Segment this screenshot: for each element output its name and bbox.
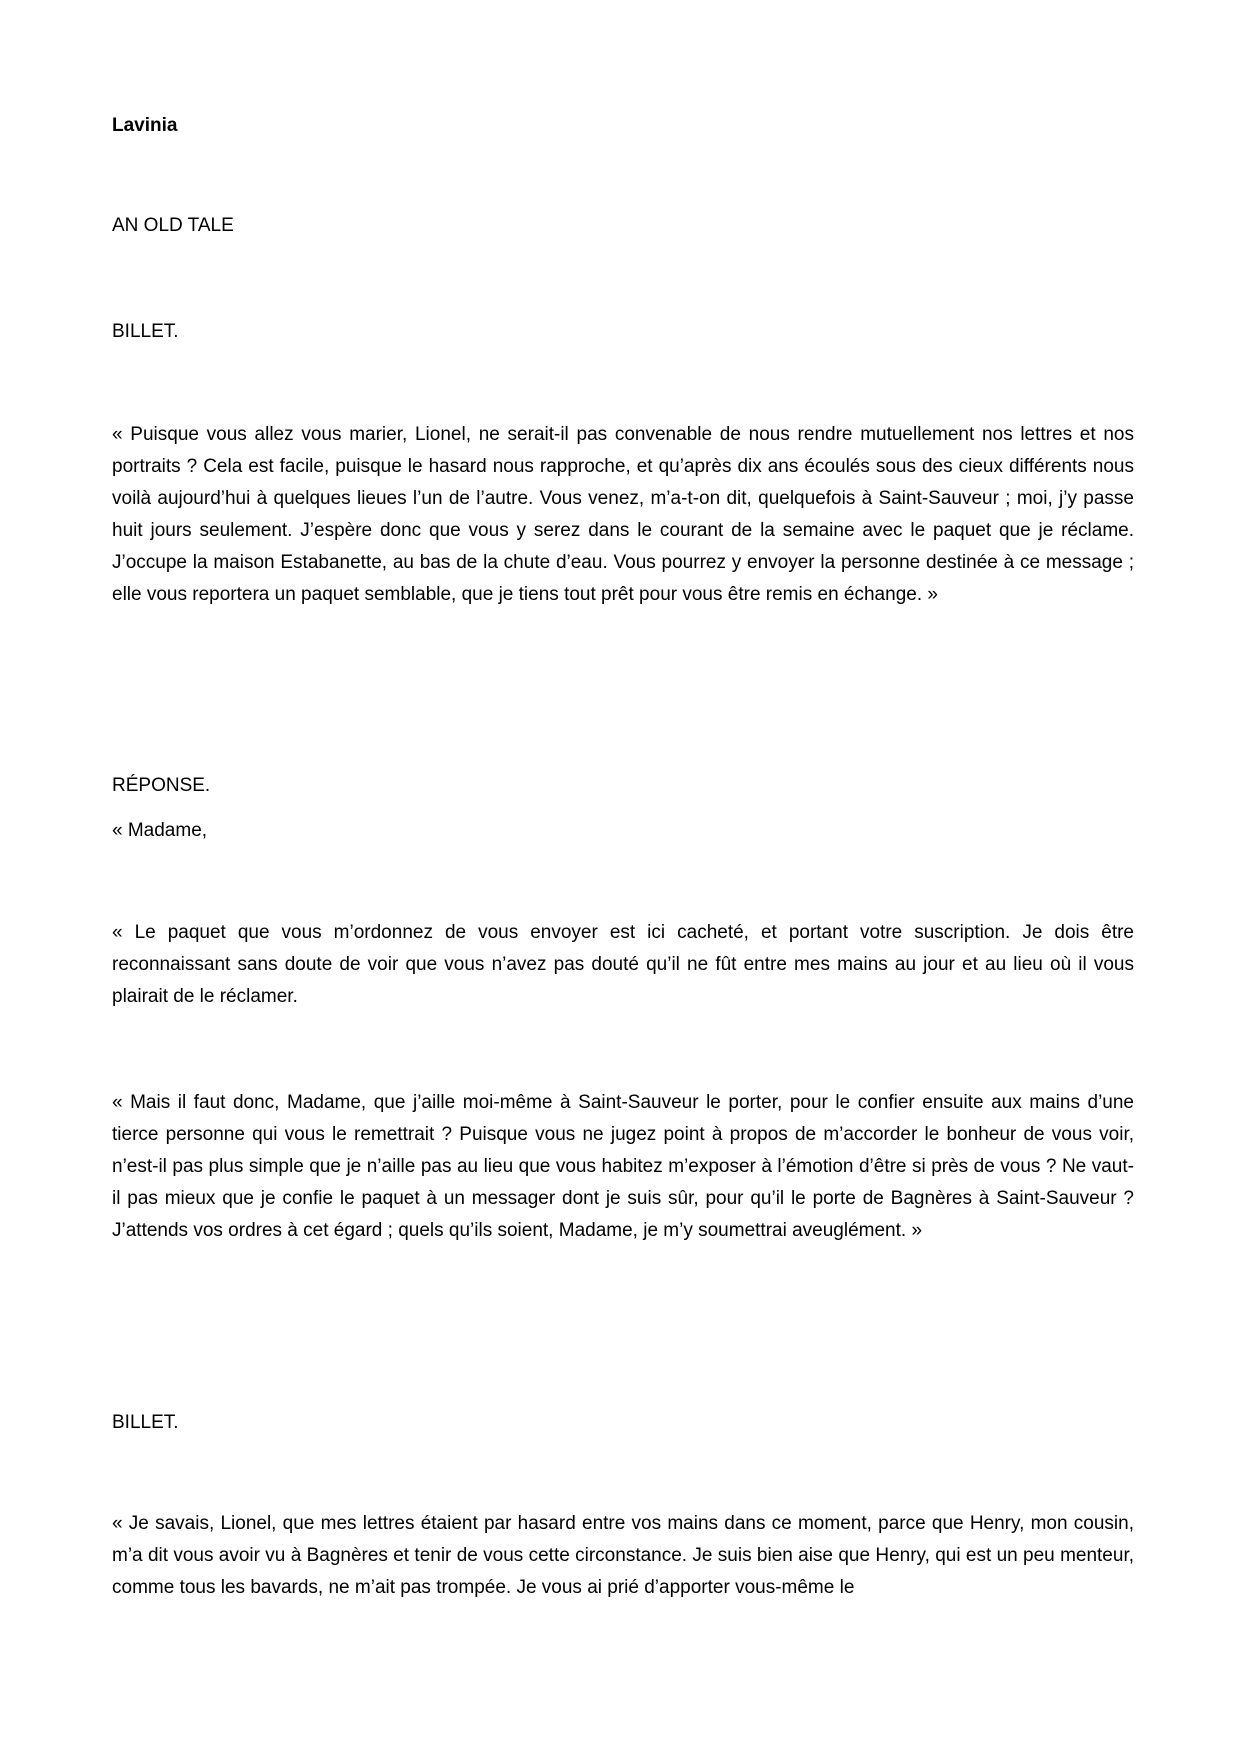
reponse-paragraph-1: « Le paquet que vous m’ordonnez de vous envoyer est ici cacheté, et portant votre suscription. Je dois être reconnaissant sans doute de voir que vous n’avez pas douté qu’il ne fût entre mes mains au jour et au lieu où il vous plairait de le réclamer. <box>112 922 1134 1007</box>
document-title: Lavinia <box>112 115 178 136</box>
reponse-paragraph-2: « Mais il faut donc, Madame, que j’aille moi-même à Saint-Sauveur le porter, pour le confier ensuite aux mains d’une tierce personne qui vous le remettrait ? Puisque vous ne jugez point à propos de m’accorder le bonheur de vous voir, n’est-il pas plus simple que je n’aille pas au lieu que vous habitez m’exposer à l’émotion d’être si près de vous ? Ne vaut-il pas mieux que je confie le paquet à un messager dont je suis sûr, pour qu’il le porte de Bagnères à Saint-Sauveur ? J’attends vos ordres à cet égard ; quels qu’ils soient, Madame, je m’y soumettrai aveuglément. » <box>112 1092 1134 1241</box>
reponse-salutation: « Madame, <box>112 820 208 841</box>
billet-2-paragraph: « Je savais, Lionel, que mes lettres étaient par hasard entre vos mains dans ce moment, parce que Henry, mon cousin, m’a dit vous avoir vu à Bagnères et tenir de vous cette circonstance. Je suis bien aise que Henry, qui est un peu menteur, comme tous les bavards, ne m’ait pas trompée. Je vous ai prié d’apporter vous-même le <box>112 1513 1134 1598</box>
section-heading-reponse: RÉPONSE. <box>112 775 211 796</box>
document-subtitle: AN OLD TALE <box>112 215 234 236</box>
billet-1-paragraph: « Puisque vous allez vous marier, Lionel, ne serait-il pas convenable de nous rendre mutuellement nos lettres et nos portraits ? Cela est facile, puisque le hasard nous rapproche, et qu’après dix ans écoulés sous des cieux différents nous voilà aujourd’hui à quelques lieues l’un de l’autre. Vous venez, m’a-t-on dit, quelquefois à Saint-Sauveur ; moi, j’y passe huit jours seulement. J’espère donc que vous y serez dans le courant de la semaine avec le paquet que je réclame. J’occupe la maison Estabanette, au bas de la chute d’eau. Vous pourrez y envoyer la personne destinée à ce message ; elle vous reportera un paquet semblable, que je tiens tout prêt pour vous être remis en échange. » <box>112 424 1134 605</box>
section-heading-billet-1: BILLET. <box>112 321 179 342</box>
section-heading-billet-2: BILLET. <box>112 1412 179 1433</box>
